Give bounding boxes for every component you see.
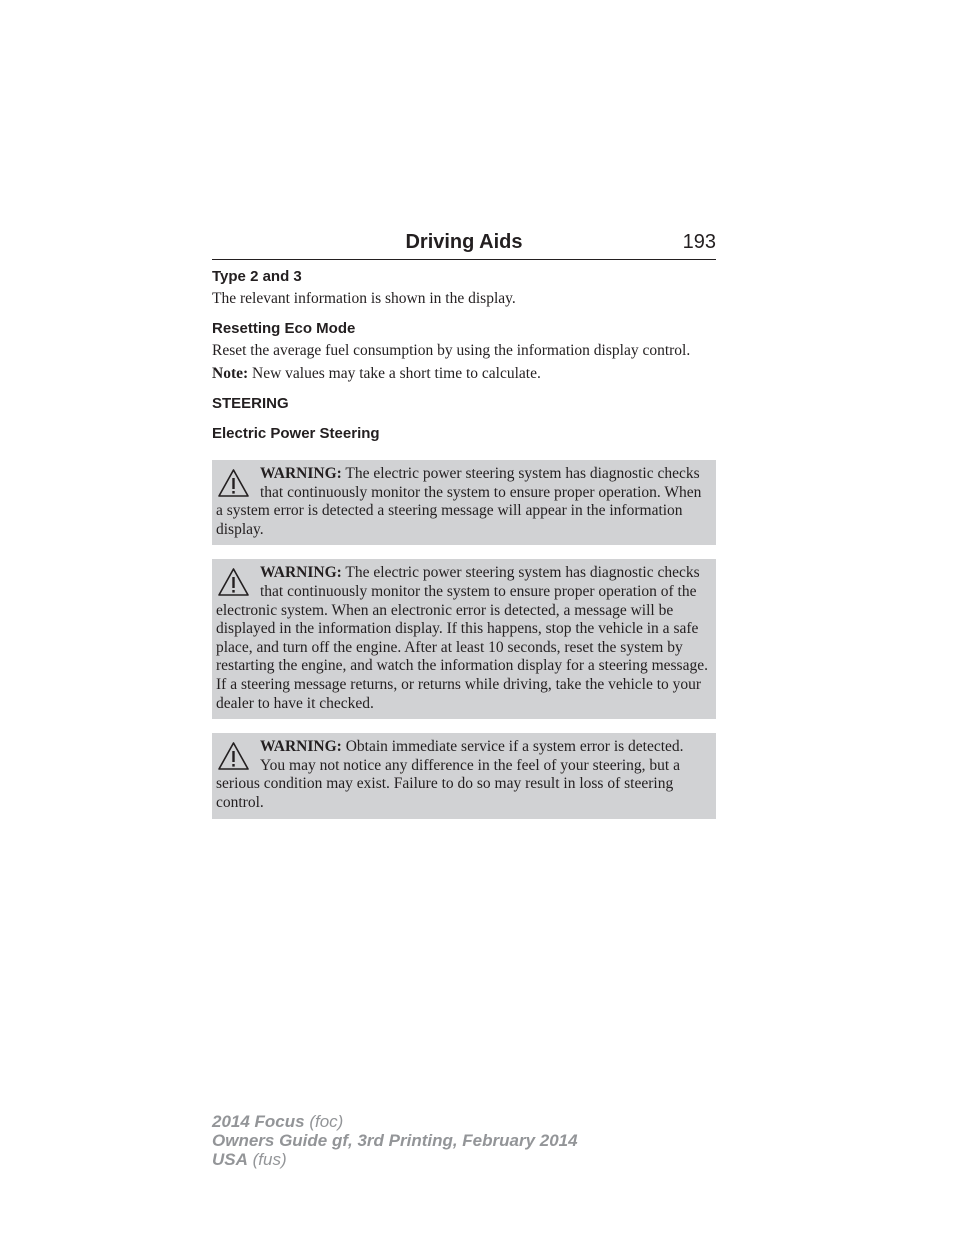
warning-label: WARNING: [260,465,342,482]
type-2-3-text: The relevant information is shown in the display. [212,290,516,307]
reset-text: Reset the average fuel consumption by using the information display control. [212,342,691,359]
warning-triangle-icon [217,468,250,498]
page-footer [212,1112,578,1169]
warning-text: The electric power steering system has diagnostic checks that continuously monitor the system to ensure proper operation. When a system error is detected a steering message will appear in the information display. [216,465,702,538]
warning-box-3 [212,733,716,818]
footer-line-2: Owners Guide gf, 3rd Printing, February 2014 [212,1131,578,1150]
warning-label: WARNING: [260,564,342,582]
footer-market-code: (fus) [247,1150,287,1169]
heading-resetting-eco-mode: Resetting Eco Mode [212,320,356,337]
warning-text: The electric power steering system has diagnostic checks that continuously monitor the system to ensure proper operation of the electronic system. When an electronic error is detected, a message will be displayed in the information display. If this happens, stop the vehicle in a safe place, and turn off the engine. After at least 10 seconds, reset the system by restarting the engine, and watch the information display for a steering message. If a steering message returns, or returns while driving, take the vehicle to your dealer to have it checked. [216,564,708,712]
footer-model: 2014 Focus [212,1112,305,1131]
note-label: Note: [212,365,249,382]
warning-text: Obtain immediate service if a system error is detected. You may not notice any difference in the feel of your steering, but a serious condition may exist. Failure to do so may result in loss of steering control. [216,738,684,811]
footer-line-1 [212,1112,578,1131]
warning-box-2 [212,559,716,719]
page-header [212,229,716,260]
section-title: Driving Aids [405,231,523,253]
footer-model-code: (foc) [304,1112,344,1131]
heading-type-2-and-3: Type 2 and 3 [212,268,302,285]
page-content [212,267,716,819]
warning-label: WARNING: [260,738,342,756]
heading-electric-power-steering: Electric Power Steering [212,425,380,442]
warning-triangle-icon [217,567,250,597]
footer-market: USA [212,1150,248,1169]
note-text: New values may take a short time to calculate. [248,365,541,382]
page-number: 193 [682,231,716,253]
footer-line-3 [212,1150,578,1169]
heading-steering: STEERING [212,395,289,412]
warning-triangle-icon [217,741,250,771]
note-paragraph [212,365,716,382]
warning-box-1 [212,460,716,545]
